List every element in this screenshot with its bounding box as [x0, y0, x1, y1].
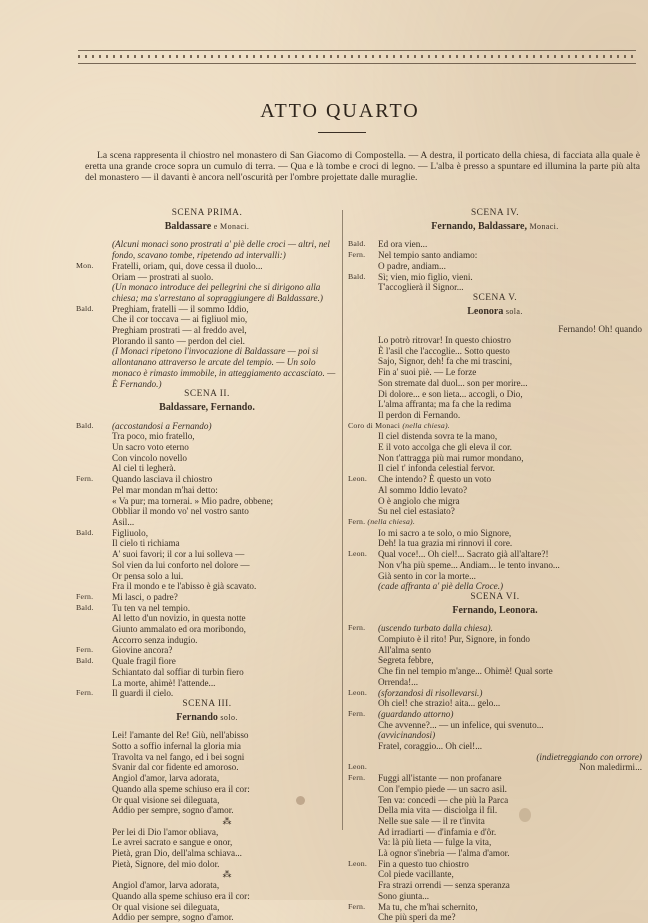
scene-cast	[76, 713, 338, 724]
verse-line	[76, 912, 338, 923]
verse-text: Nel tempio santo andiamo:	[378, 250, 478, 261]
verse-text: Col piede vacillante,	[378, 869, 454, 880]
verse-line	[348, 773, 642, 784]
scene-cast	[348, 606, 642, 617]
verse-line	[348, 805, 642, 816]
speaker-label: Bald.	[76, 303, 94, 313]
stanza-separator: ⁂	[222, 869, 232, 880]
verse-text: Che il cor toccava — ai figliuol mio,	[112, 314, 248, 325]
verse-text: Svanir dal cor fidente ed amoroso.	[112, 762, 239, 773]
verse-text: È l'asil che l'accoglie... Sotto questo	[378, 345, 510, 356]
verse-line	[76, 336, 338, 347]
verse-text: Su nel ciel estasiato?	[378, 506, 455, 517]
verse-line	[76, 560, 338, 571]
speaker-label: Fern.	[76, 645, 94, 655]
verse-text: Che intendo? È questo un voto	[378, 474, 492, 485]
verse-text: Che più speri da me?	[378, 912, 456, 923]
verse-line	[348, 282, 642, 293]
verse-text: Lei! l'amante del Re! Giù, nell'abisso	[112, 730, 249, 741]
verse-text: Addio per sempre, sogno d'amor.	[112, 912, 234, 923]
verse-text: Fratelli, oriam, qui, dove cessa il duolo...	[112, 260, 263, 271]
verse-line	[348, 581, 642, 592]
verse-line	[348, 666, 642, 677]
verse-line	[76, 859, 338, 870]
verse-text: Giovine ancora?	[112, 645, 173, 656]
verse-text: Fernando! Oh! quando	[558, 324, 642, 335]
verse-text: (sforzandosi di risollevarsi.)	[378, 687, 483, 698]
left-column	[76, 208, 338, 923]
verse-text: Quando lasciava il chiostro	[112, 474, 213, 485]
verse-text: Tra poco, mio fratello,	[112, 431, 195, 442]
verse-line	[76, 261, 338, 272]
speaker-label: Mon.	[76, 260, 94, 270]
cast-extra: Monaci.	[529, 221, 559, 231]
verse-line	[76, 773, 338, 784]
cast-names: Baldassare, Fernando.	[159, 401, 255, 413]
cast-names: Leonora	[467, 305, 504, 317]
verse-line	[76, 517, 338, 528]
stage-direction: (Alcuni monaci sono prostrati a' piè delle croci — altri, nel fondo, scavano tombe, ripetendo ad intervalli:)	[112, 239, 330, 261]
verse-text: Angiol d'amor, larva adorata,	[112, 880, 220, 891]
verse-line	[348, 506, 642, 517]
cast-names: Fernando, Leonora.	[452, 604, 538, 616]
verse-line	[348, 880, 642, 891]
decorative-border	[78, 50, 636, 64]
scene-heading: SCENA II.	[184, 389, 230, 400]
verse-text: Fra il mondo e te l'abisso è già scavato.	[112, 581, 257, 592]
verse-line	[348, 623, 642, 634]
verse-text: Sajo, Signor, deh! fa che mi trascini,	[378, 356, 513, 367]
verse-line	[76, 624, 338, 635]
speaker-label: Fern.	[76, 591, 94, 601]
verse-line	[348, 421, 642, 432]
verse-line	[76, 538, 338, 549]
verse-text: Tu ten va nel tempio.	[112, 602, 191, 613]
verse-line	[348, 410, 642, 421]
verse-line	[348, 752, 642, 763]
verse-line	[76, 463, 338, 474]
verse-text: Compiuto è il rito! Pur, Signore, in fondo	[378, 634, 530, 645]
verse-text: Son stremate dal duol... son per morire...	[378, 377, 528, 388]
verse-text: Sì; vien, mio figlio, vieni.	[378, 271, 473, 282]
verse-line	[76, 431, 338, 442]
verse-text: Non maledirmi...	[579, 762, 642, 773]
right-column	[348, 208, 642, 923]
scene-heading: SCENA III.	[182, 698, 232, 709]
verse-line	[76, 304, 338, 315]
scene-heading: SCENA VI.	[470, 591, 520, 602]
scene-heading: SCENA PRIMA.	[171, 208, 243, 218]
verse-text: Plorando il santo — perdon del ciel.	[112, 335, 245, 346]
verse-line	[348, 442, 642, 453]
verse-text: Sol vien da lui conforto nel dolore —	[112, 559, 250, 570]
verse-line	[76, 635, 338, 646]
verse-text: Addio per sempre, sogno d'amor.	[112, 805, 234, 816]
verse-text: Al sommo Iddio levato?	[378, 484, 468, 495]
cast-names: Fernando	[176, 711, 218, 723]
verse-line	[348, 389, 642, 400]
verse-text: Il perdon di Fernando.	[378, 409, 461, 420]
verse-text: Accorro senza indugio.	[112, 634, 198, 645]
verse-text: A' suoi favori; il cor a lui solleva —	[112, 549, 245, 560]
verse-text: Schiantato dal soffiar di turbin fiero	[112, 666, 244, 677]
verse-line	[348, 720, 642, 731]
verse-text: T'accoglierà il Signor...	[378, 282, 464, 293]
verse-text: Fra strazi orrendi — senza speranza	[378, 880, 510, 891]
verse-text: Ad irradiarti — d'infamia e d'ôr.	[378, 826, 497, 837]
verse-text: Pel mar mondan m'hai detto:	[112, 484, 218, 495]
verse-line	[348, 827, 642, 838]
verse-line	[348, 485, 642, 496]
speaker-label: Fern. (nella chiesa).	[348, 516, 415, 526]
verse-line	[348, 239, 642, 250]
verse-text: (cade affranta a' piè della Croce.)	[378, 581, 504, 592]
scene-cast	[76, 222, 338, 233]
verse-line	[348, 538, 642, 549]
speaker-label: Fern.	[348, 708, 366, 718]
verse-line	[348, 517, 642, 528]
verse-text: Giunto ammalato ed ora moribondo,	[112, 624, 246, 635]
verse-line	[348, 634, 642, 645]
speaker-label: Leon.	[348, 687, 367, 697]
verse-text: Or qual visione sei dileguata,	[112, 794, 220, 805]
verse-text: Preghiam prostrati — al freddo avel,	[112, 325, 247, 336]
verse-text: Il guardi il cielo.	[112, 688, 174, 699]
verse-line	[76, 592, 338, 603]
verse-line	[76, 741, 338, 752]
verse-line	[76, 667, 338, 678]
speaker-label: Bald.	[76, 656, 94, 666]
scene-cast	[348, 307, 642, 318]
verse-text: Che fin nel tempio m'ange... Ohimè! Qual sorte	[378, 666, 553, 677]
title-underline	[318, 132, 366, 133]
verse-line	[348, 730, 642, 741]
verse-line	[348, 869, 642, 880]
verse-line	[348, 463, 642, 474]
verse-text: Io mi sacro a te solo, o mio Signore,	[378, 527, 512, 538]
verse-text: La morte, ahimè! l'attende...	[112, 677, 216, 688]
speaker-label: Bald.	[348, 239, 366, 249]
speaker-label: Bald.	[76, 420, 94, 430]
verse-line	[348, 795, 642, 806]
verse-text: Un sacro voto eterno	[112, 442, 189, 453]
verse-text: All'alma sento	[378, 644, 431, 655]
speaker-label: Fern.	[348, 623, 366, 633]
verse-line	[348, 324, 642, 335]
speaker-label: Fern.	[348, 773, 366, 783]
verse-text: Pietà, Signore, del mio dolor.	[112, 858, 220, 869]
speaker-label: Fern.	[76, 688, 94, 698]
verse-line	[348, 655, 642, 666]
verse-text: Con vincolo novello	[112, 452, 188, 463]
cast-extra: sola.	[505, 306, 523, 316]
verse-line	[348, 356, 642, 367]
verse-line	[348, 346, 642, 357]
verse-text: Oriam — prostrati al suolo.	[112, 271, 214, 282]
verse-line	[348, 431, 642, 442]
verse-text: Già sento in cor la morte...	[378, 570, 476, 581]
verse-text: Ma tu, che m'hai schernito,	[378, 901, 478, 912]
cast-extra: e Monaci.	[213, 221, 250, 231]
scene-heading: SCENA V.	[472, 292, 518, 303]
verse-text: Il cielo ti richiama	[112, 538, 180, 549]
verse-text: Preghiam, fratelli — il sommo Iddio,	[112, 303, 249, 314]
verse-text: Travolta va nel fango, ed i bei sogni	[112, 751, 245, 762]
verse-line	[76, 571, 338, 582]
verse-line	[348, 837, 642, 848]
verse-line	[348, 549, 642, 560]
verse-line	[76, 837, 338, 848]
page-title: ATTO QUARTO	[260, 100, 420, 122]
verse-line	[348, 645, 642, 656]
verse-text: (avvicinandosi)	[378, 730, 436, 741]
verse-text: Orrenda!...	[378, 676, 419, 687]
verse-text: E il voto accolga che gli eleva il cor.	[378, 442, 512, 453]
verse-line	[348, 367, 642, 378]
verse-text: Ed ora vien...	[378, 239, 428, 250]
verse-text: Quale fragil fiore	[112, 656, 176, 667]
verse-text: Obbliar il mondo vo' nel vostro santo	[112, 506, 249, 517]
verse-text: Che avvenne?... — un infelice, qui svenuto...	[378, 719, 544, 730]
verse-line	[348, 272, 642, 283]
verse-line	[76, 485, 338, 496]
verse-text: Per lei di Dio l'amor obliava,	[112, 826, 219, 837]
verse-text: Angiol d'amor, larva adorata,	[112, 773, 220, 784]
verse-text: Non t'attragga più mai rumor mondano,	[378, 452, 524, 463]
speaker-direction: (nella chiesa).	[365, 516, 415, 526]
verse-line	[76, 528, 338, 539]
verse-text: O è angiolo che migra	[378, 495, 460, 506]
verse-text: Non v'ha più speme... Andiam... le tento invano...	[378, 559, 560, 570]
verse-text: Al ciel ti legherà.	[112, 463, 176, 474]
scene-cast	[76, 403, 338, 414]
verse-line	[76, 678, 338, 689]
verse-text: Nelle sue sale — il re t'invita	[378, 815, 485, 826]
verse-text: Deh! la tua grazia mi rinnovi il core.	[378, 538, 513, 549]
verse-line	[76, 314, 338, 325]
column-divider	[342, 210, 343, 830]
speaker-label: Leon.	[348, 762, 367, 772]
verse-line	[348, 571, 642, 582]
verse-text: Sotto a soffio infernal la gloria mia	[112, 741, 241, 752]
verse-line	[76, 656, 338, 667]
verse-text: O padre, andiam...	[378, 260, 446, 271]
speaker-label: Bald.	[76, 527, 94, 537]
verse-line	[76, 880, 338, 891]
verse-line	[348, 496, 642, 507]
verse-text: « Va pur; ma tornerai. » Mio padre, obbene;	[112, 495, 274, 506]
verse-text: (accostandosi a Fernando)	[112, 420, 212, 431]
verse-line	[76, 827, 338, 838]
verse-text: Al letto d'un novizio, in questa notte	[112, 613, 246, 624]
verse-line	[76, 645, 338, 656]
verse-line	[348, 816, 642, 827]
verse-text: Fin a questo tuo chiostro	[378, 858, 469, 869]
verse-text: Il ciel distenda sovra te la mano,	[378, 431, 498, 442]
verse-text: Segreta febbre,	[378, 655, 434, 666]
verse-line	[348, 474, 642, 485]
verse-line	[76, 805, 338, 816]
verse-line	[348, 335, 642, 346]
verse-line	[76, 453, 338, 464]
verse-line	[348, 453, 642, 464]
verse-text: Pietà, gran Dio, dell'alma schiava...	[112, 848, 242, 859]
verse-text: Le avrei sacrato e sangue e onor,	[112, 837, 233, 848]
verse-text: Quando alla speme schiuso era il cor:	[112, 783, 250, 794]
verse-line	[76, 549, 338, 560]
verse-line	[76, 730, 338, 741]
verse-line	[348, 528, 642, 539]
verse-line	[76, 581, 338, 592]
verse-line	[348, 741, 642, 752]
speaker-label: Leon.	[348, 474, 367, 484]
verse-line	[348, 912, 642, 923]
verse-line	[348, 902, 642, 913]
cast-names: Fernando, Baldassare,	[431, 220, 527, 232]
paper-stain	[296, 796, 305, 805]
cast-names: Baldassare	[164, 220, 212, 232]
verse-text: Quando alla speme schiuso era il cor:	[112, 890, 250, 901]
verse-line	[348, 560, 642, 571]
speaker-label: Fern.	[348, 901, 366, 911]
verse-text: Della mia vita — disciolga il fil.	[378, 805, 498, 816]
speaker-label: Leon.	[348, 549, 367, 559]
verse-line	[76, 784, 338, 795]
scene-description: La scena rappresenta il chiostro nel monastero di San Giacomo di Compostella. — A destra, il porticato della chiesa, di facciata alla quale è eretta una grande croce sopra un cumulo di terra. — Qua e là tombe e croci di legno. — L'alba è presso a spuntare ed illumina la parte più alta del monastero — il davanti è ancora nell'oscurità per l'ombre projettate dalle muraglie.	[85, 150, 640, 184]
verse-line	[76, 902, 338, 913]
verse-text: Lo potrò ritrovar! In questo chiostro	[378, 335, 511, 346]
verse-text: (guardando attorno)	[378, 708, 454, 719]
paper-stain	[519, 808, 531, 822]
speaker-label: Bald.	[348, 271, 366, 281]
verse-text: Ten va: concedi — che più la Parca	[378, 794, 509, 805]
verse-line	[348, 688, 642, 699]
verse-line	[76, 325, 338, 336]
verse-text: Di dolore... e son lieta... accogli, o Dio,	[378, 388, 523, 399]
verse-line	[76, 613, 338, 624]
speaker-label: Fern.	[76, 474, 94, 484]
verse-line	[348, 698, 642, 709]
scene-cast	[348, 222, 642, 233]
verse-line	[76, 506, 338, 517]
verse-text: Or pensa solo a lui.	[112, 570, 184, 581]
verse-line	[348, 261, 642, 272]
stage-direction: (I Monaci ripetono l'invocazione di Baldassare — poi si allontanano attraverso le arcate del tempio. — Un solo monaco è rimasto immobile, in atteggiamento accasciato. — È Fernando.)	[112, 346, 336, 389]
verse-text: Sono giunta...	[378, 890, 430, 901]
verse-text: Fuggi all'istante — non profanare	[378, 773, 502, 784]
verse-text: Va: là più lieta — fulge la vita,	[378, 837, 492, 848]
verse-text: Qual voce!... Oh ciel!... Sacrato già all'altare?!	[378, 549, 549, 560]
verse-line	[76, 442, 338, 453]
verse-line	[348, 762, 642, 773]
verse-line	[76, 496, 338, 507]
verse-line	[76, 603, 338, 614]
verse-line	[348, 378, 642, 389]
verse-text: (indietreggiando con orrore)	[536, 751, 642, 762]
verse-text: Mi lasci, o padre?	[112, 591, 178, 602]
speaker-direction: (nella chiesa).	[400, 420, 450, 430]
speaker-label: Fern.	[348, 250, 366, 260]
verse-line	[76, 474, 338, 485]
speaker-label: Bald.	[76, 602, 94, 612]
verse-text: Con l'empio piede — un sacro asil.	[378, 783, 507, 794]
verse-line	[348, 709, 642, 720]
verse-line	[76, 272, 338, 283]
verse-text: (uscendo turbato dalla chiesa).	[378, 623, 493, 634]
verse-text: Or qual visione sei dileguata,	[112, 901, 220, 912]
scene-heading: SCENA IV.	[470, 208, 520, 218]
verse-line	[348, 859, 642, 870]
verse-line	[76, 752, 338, 763]
verse-line	[76, 848, 338, 859]
verse-text: Fin a' suoi piè. — Le forze	[378, 367, 477, 378]
speaker-label: Leon.	[348, 858, 367, 868]
verse-text: Fratel, coraggio... Oh ciel!...	[378, 741, 483, 752]
verse-text: Asil...	[112, 516, 135, 527]
verse-text: Il ciel t' infonda celestial fervor.	[378, 463, 495, 474]
stanza-separator: ⁂	[222, 815, 232, 826]
verse-text: L'alma affranta; ma fa che la redima	[378, 399, 512, 410]
verse-text: Oh ciel! che strazio! aita... gelo...	[378, 698, 501, 709]
verse-text: Là ognor s'inebria — l'alma d'amor.	[378, 848, 510, 859]
verse-line	[348, 399, 642, 410]
verse-line	[348, 677, 642, 688]
stage-direction: (Un monaco introduce dei pellegrini che si dirigono alla chiesa; ma s'arrestano al sopraggiungere di Baldassare.)	[112, 282, 323, 303]
verse-line	[348, 250, 642, 261]
verse-line	[76, 688, 338, 699]
verse-line	[348, 784, 642, 795]
verse-line	[76, 421, 338, 432]
verse-text: Figliuolo,	[112, 527, 148, 538]
verse-line	[348, 848, 642, 859]
verse-line	[76, 762, 338, 773]
cast-extra: solo.	[220, 712, 238, 722]
speaker-label: Coro di Monaci (nella chiesa).	[348, 420, 450, 430]
